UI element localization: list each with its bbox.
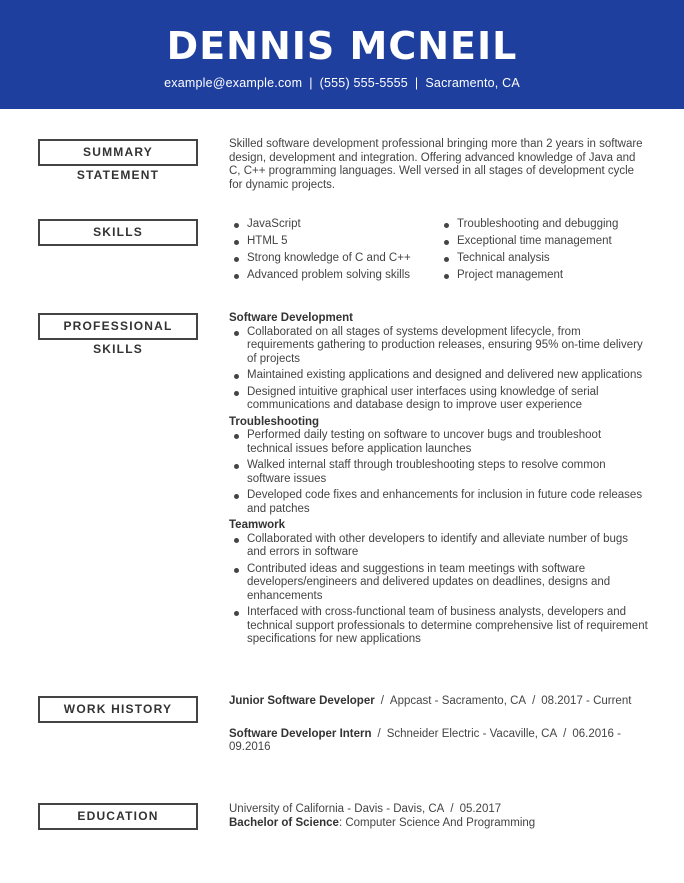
contact-phone: (555) 555-5555: [319, 76, 408, 90]
education-school-line: [229, 803, 649, 817]
list-item: JavaScript: [229, 218, 439, 232]
summary-text: Skilled software development professional bringing more than 2 years in software design, development and integration. Offering advanced knowledge of Java and C, C++ programming languages. Well versed in all stages of development cycle for dynamic projects.: [229, 138, 643, 191]
list-item: Exceptional time management: [439, 235, 649, 249]
candidate-name: DENNIS MCNEIL: [166, 24, 518, 68]
contact-separator: |: [309, 76, 313, 90]
list-item: Collaborated on all stages of systems development lifecycle, from requirements gathering to production releases, ensuring 95% on-time delivery of projects: [229, 326, 649, 367]
separator: /: [380, 695, 384, 707]
work-history-title: WORK HISTORY: [38, 696, 198, 723]
education-field: Computer Science And Programming: [345, 816, 536, 829]
bullet-list: [229, 533, 649, 647]
list-item: Project management: [439, 269, 649, 283]
job-dates: 08.2017 - Current: [541, 695, 632, 707]
education-school: University of California - Davis - Davis, CA: [229, 803, 445, 815]
separator: /: [377, 727, 381, 740]
list-item: Maintained existing applications and designed and delivered new applications: [229, 369, 649, 383]
education-degree: Bachelor of Science: [229, 816, 339, 829]
subsection-heading: Troubleshooting: [229, 415, 320, 428]
job-entry: [229, 695, 649, 709]
list-item: Strong knowledge of C and C++: [229, 252, 439, 266]
skills-list: [229, 218, 649, 286]
list-item: Performed daily testing on software to uncover bugs and troubleshoot technical issues before application launches: [229, 429, 649, 456]
bullet-list: [229, 326, 649, 413]
list-item: Walked internal staff through troubleshooting steps to resolve common software issues: [229, 459, 649, 486]
education-content: [229, 803, 649, 830]
education-degree-line: [229, 817, 649, 831]
contact-email: example@example.com: [164, 76, 303, 90]
job-company: Appcast - Sacramento, CA: [389, 695, 527, 707]
list-item: HTML 5: [229, 235, 439, 249]
list-item: Developed code fixes and enhancements for inclusion in future code releases and patches: [229, 489, 649, 516]
subsection-heading: Teamwork: [229, 519, 286, 531]
contact-separator: |: [414, 76, 419, 90]
list-item: Designed intuitive graphical user interfaces using knowledge of serial communications and database design to improve user experience: [229, 386, 649, 413]
contact-location: Sacramento, CA: [425, 76, 520, 90]
list-item: Collaborated with other developers to identify and alleviate number of bugs and errors in software: [229, 533, 649, 560]
degree-colon: :: [338, 816, 346, 829]
work-history-content: [229, 695, 649, 774]
professional-skills-title: PROFESSIONAL SKILLS: [38, 313, 198, 340]
skills-right-column: [439, 218, 649, 286]
education-title: EDUCATION: [38, 803, 198, 830]
job-dates: 06.2016 - 09.2016: [229, 727, 621, 753]
resume-header: [0, 0, 684, 109]
professional-skills-content: [229, 312, 649, 650]
job-company: Schneider Electric - Vacaville, CA: [386, 727, 558, 740]
skills-left-column: [229, 218, 439, 286]
separator: /: [532, 695, 536, 707]
list-item: Contributed ideas and suggestions in team meetings with software developers/engineers and delivered updates on deadlines, designs and enhancements: [229, 563, 649, 604]
summary-title: SUMMARY STATEMENT: [38, 139, 198, 166]
subsection-heading: Software Development: [229, 312, 353, 324]
list-item: Troubleshooting and debugging: [439, 218, 649, 232]
list-item: Technical analysis: [439, 252, 649, 266]
job-entry: [229, 728, 649, 755]
contact-line: [0, 76, 684, 90]
list-item: Advanced problem solving skills: [229, 269, 439, 283]
separator: /: [450, 803, 454, 815]
job-title: Software Developer Intern: [229, 727, 372, 740]
skills-title: SKILLS: [38, 219, 198, 246]
list-item: Interfaced with cross-functional team of business analysts, developers and technical support professionals to determine comprehensive list of requirement specifications for new applications: [229, 606, 649, 647]
separator: /: [563, 727, 567, 740]
education-date: 05.2017: [459, 803, 502, 815]
job-title: Junior Software Developer: [229, 695, 375, 707]
bullet-list: [229, 429, 649, 516]
